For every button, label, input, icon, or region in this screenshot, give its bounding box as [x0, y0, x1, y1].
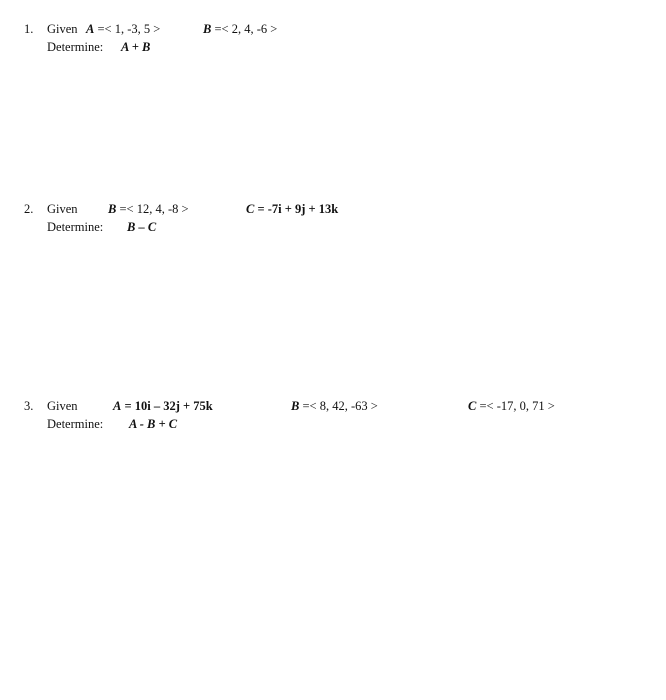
vector-a-value: =< 1, -3, 5 > — [94, 22, 161, 36]
vector-c-value: =< -17, 0, 71 > — [476, 399, 555, 413]
vector-b-value: =< 12, 4, -8 > — [116, 202, 189, 216]
vector-c-name: C — [468, 399, 477, 413]
determine-label: Determine: — [47, 220, 104, 234]
given-label: Given — [47, 22, 78, 36]
vector-a — [113, 399, 213, 414]
vector-c — [246, 202, 338, 217]
vector-b — [203, 22, 277, 37]
vector-b — [291, 399, 378, 414]
vector-b-name: B — [108, 202, 117, 216]
vector-b-value: =< 2, 4, -6 > — [211, 22, 278, 36]
problem-3 — [0, 399, 666, 439]
problem-number: 2. — [24, 202, 34, 216]
vector-b-name: B — [203, 22, 212, 36]
given-label: Given — [47, 202, 78, 216]
vector-b-name: B — [291, 399, 300, 413]
vector-c-value: = -7i + 9j + 13k — [254, 202, 339, 216]
vector-b — [108, 202, 189, 217]
determine-expression: B – C — [127, 220, 157, 234]
vector-b-value: =< 8, 42, -63 > — [299, 399, 378, 413]
determine-label: Determine: — [47, 417, 104, 431]
problem-number: 3. — [24, 399, 34, 413]
problem-2 — [0, 202, 666, 242]
determine-expression: A + B — [121, 40, 151, 54]
problem-1 — [0, 22, 666, 62]
vector-a-value: = 10i – 32j + 75k — [121, 399, 213, 413]
vector-c — [468, 399, 555, 414]
vector-a-name: A — [86, 22, 95, 36]
vector-a-name: A — [113, 399, 122, 413]
vector-a — [86, 22, 160, 37]
problem-number: 1. — [24, 22, 34, 36]
vector-c-name: C — [246, 202, 255, 216]
determine-expression: A - B + C — [129, 417, 178, 431]
determine-label: Determine: — [47, 40, 104, 54]
given-label: Given — [47, 399, 78, 413]
